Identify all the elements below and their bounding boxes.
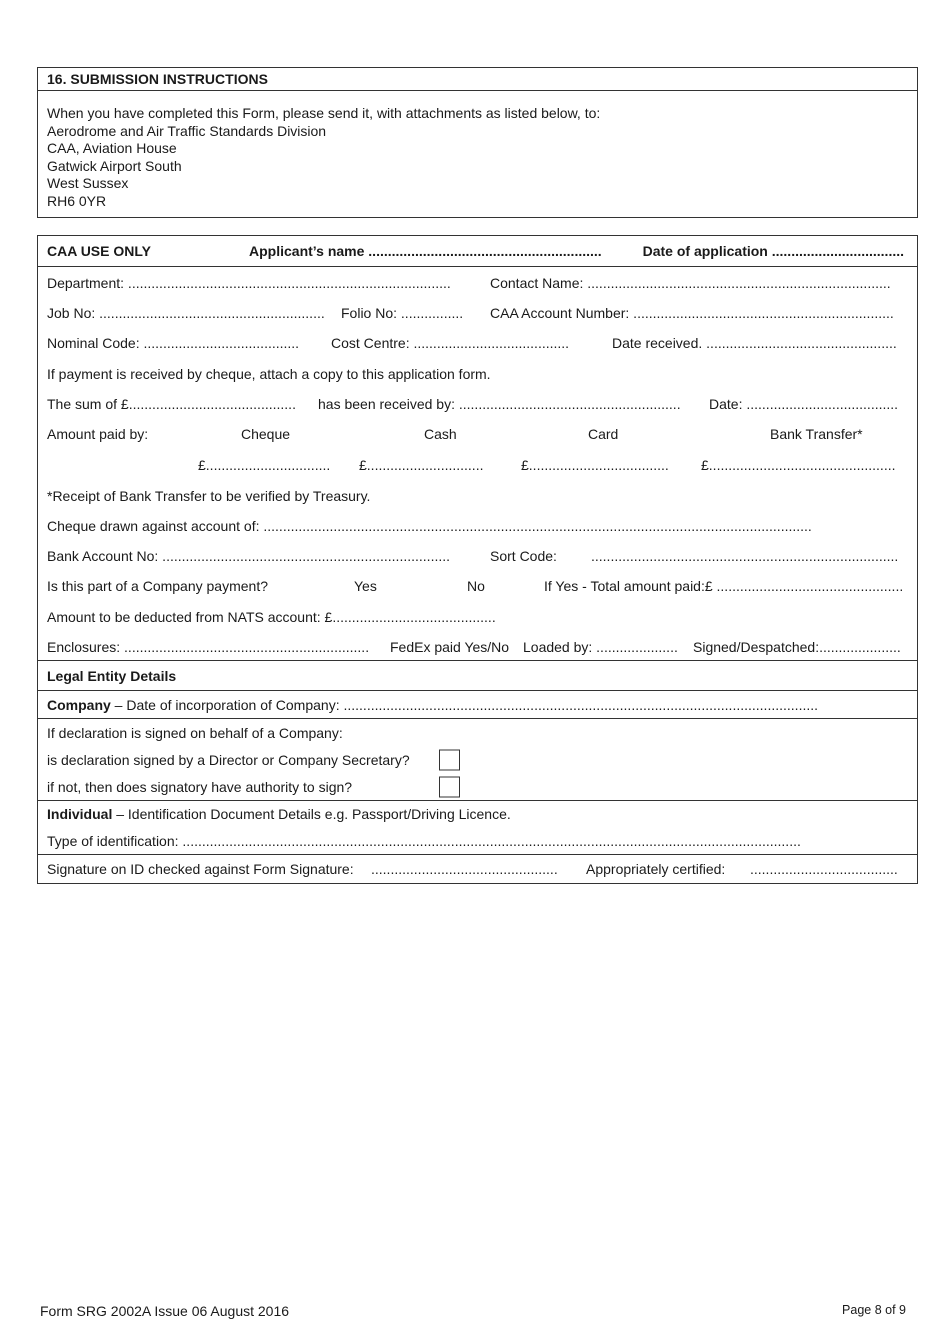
amount-paid-by-label: Amount paid by: (47, 426, 149, 442)
department-field[interactable]: Department: ................................................................................... (47, 275, 451, 291)
bank-transfer-note: *Receipt of Bank Transfer to be verified by Treasury. (47, 488, 371, 504)
company-incorporation-field[interactable] (47, 697, 818, 713)
submission-instructions-section (37, 67, 918, 218)
enclosures-row (38, 633, 917, 661)
method-card: Card (588, 426, 619, 442)
folio-no-field[interactable]: Folio No: ................ (341, 305, 464, 321)
enclosures-field[interactable]: Enclosures: ............................................................... (47, 638, 370, 655)
form-identifier: Form SRG 2002A Issue 06 August 2016 (40, 1303, 290, 1319)
no-option[interactable]: No (467, 578, 485, 594)
instruction-line: When you have completed this Form, please send it, with attachments as listed below, to: (47, 105, 601, 121)
company-payment-row (38, 571, 917, 601)
cheque-drawn-field[interactable]: Cheque drawn against account of: ............................................................................................................................................. (47, 518, 812, 534)
declaration-director-row (38, 747, 917, 773)
date-of-application-field[interactable]: Date of application .................................. (642, 243, 904, 259)
signature-checked-field[interactable]: ................................................ (371, 861, 558, 877)
yes-option[interactable]: Yes (354, 578, 377, 594)
sort-code-field[interactable]: ............................................................................... (591, 548, 899, 564)
job-no-field[interactable]: Job No: .......................................................... (47, 305, 325, 321)
signed-despatched-field[interactable]: Signed/Despatched:..................... (693, 638, 901, 655)
company-payment-question: Is this part of a Company payment? (47, 578, 268, 594)
amount-paid-by-row (38, 419, 917, 449)
director-checkbox[interactable] (439, 750, 460, 771)
card-amount-field[interactable]: £.................................... (521, 457, 669, 473)
caa-account-number-field[interactable]: CAA Account Number: ................................................................... (490, 305, 894, 321)
received-by-field[interactable]: has been received by: ......................................................... (318, 396, 681, 412)
method-cheque: Cheque (241, 426, 291, 442)
signature-row (38, 855, 917, 883)
address-line: RH6 0YR (47, 192, 107, 209)
contact-name-field[interactable]: Contact Name: .............................................................................. (490, 275, 891, 291)
declaration-company-text: If declaration is signed on behalf of a Company: (47, 725, 343, 741)
total-amount-paid-field[interactable]: If Yes - Total amount paid:£ ................................................ (544, 578, 904, 594)
individual-row (38, 801, 917, 827)
legal-entity-heading: Legal Entity Details (47, 667, 177, 684)
company-label: Company (47, 696, 111, 713)
individual-heading (47, 806, 511, 822)
nats-row (38, 601, 917, 633)
authority-checkbox[interactable] (439, 776, 460, 797)
sort-code-label: Sort Code: (490, 548, 557, 564)
bank-transfer-amount-field[interactable]: £................................................ (701, 457, 896, 473)
bank-account-row (38, 541, 917, 571)
appropriately-certified-label: Appropriately certified: (586, 861, 726, 877)
nats-deduction-field[interactable]: Amount to be deducted from NATS account: £.......................................... (47, 609, 496, 625)
nominal-code-field[interactable]: Nominal Code: ........................................ (47, 335, 300, 351)
legal-entity-row (38, 661, 917, 691)
address-line: CAA, Aviation House (47, 140, 177, 156)
loaded-by-field[interactable]: Loaded by: ..................... (523, 638, 678, 655)
address-line: Aerodrome and Air Traffic Standards Division (47, 122, 327, 139)
bank-note-row (38, 481, 917, 511)
date-received-field[interactable]: Date received. ................................................. (612, 335, 897, 351)
declaration-company-row (38, 719, 917, 747)
cash-amount-field[interactable]: £.............................. (359, 457, 484, 473)
individual-text: – Identification Document Details e.g. Passport/Driving Licence. (112, 806, 511, 822)
applicant-name-field[interactable]: Applicant’s name ............................................................ (249, 243, 602, 259)
individual-label: Individual (47, 806, 113, 822)
job-row (38, 299, 917, 327)
caa-use-only-label: CAA USE ONLY (47, 243, 151, 259)
method-cash: Cash (424, 426, 457, 442)
declaration-authority-text: if not, then does signatory have authority to sign? (47, 778, 353, 795)
address-line: West Sussex (47, 175, 129, 191)
fedex-paid-field[interactable]: FedEx paid Yes/No (390, 638, 510, 655)
company-incorporation-text: – Date of incorporation of Company: .......................................................................................................................... (110, 696, 819, 713)
sum-row (38, 389, 917, 419)
nominal-code-row (38, 327, 917, 359)
cheque-note: If payment is received by cheque, attach a copy to this application form. (47, 366, 491, 382)
caa-header-row (38, 236, 917, 267)
company-incorporation-row (38, 691, 917, 719)
declaration-authority-row (38, 773, 917, 801)
type-of-identification-field[interactable]: Type of identification: ............................................................................................................................................................... (47, 832, 801, 849)
caa-use-only-section (37, 235, 918, 884)
signature-checked-label: Signature on ID checked against Form Signature: (47, 861, 354, 877)
declaration-director-text: is declaration signed by a Director or Company Secretary? (47, 752, 410, 768)
type-of-id-row (38, 827, 917, 855)
appropriately-certified-field[interactable]: ...................................... (750, 861, 898, 877)
cheque-amount-field[interactable]: £................................ (198, 457, 331, 473)
cheque-drawn-row (38, 511, 917, 541)
submission-address (38, 91, 917, 210)
date-field[interactable]: Date: ....................................... (709, 396, 899, 412)
amounts-row (38, 449, 917, 481)
address-line: Gatwick Airport South (47, 157, 182, 174)
bank-account-no-field[interactable]: Bank Account No: .......................................................................... (47, 548, 451, 564)
cheque-note-row (38, 359, 917, 389)
department-row (38, 267, 917, 299)
method-bank-transfer: Bank Transfer* (770, 426, 863, 442)
cost-centre-field[interactable]: Cost Centre: ........................................ (331, 335, 570, 351)
sum-of-field[interactable]: The sum of £........................................... (47, 396, 296, 412)
page-number: Page 8 of 9 (842, 1303, 906, 1317)
section-heading: 16. SUBMISSION INSTRUCTIONS (38, 68, 917, 91)
